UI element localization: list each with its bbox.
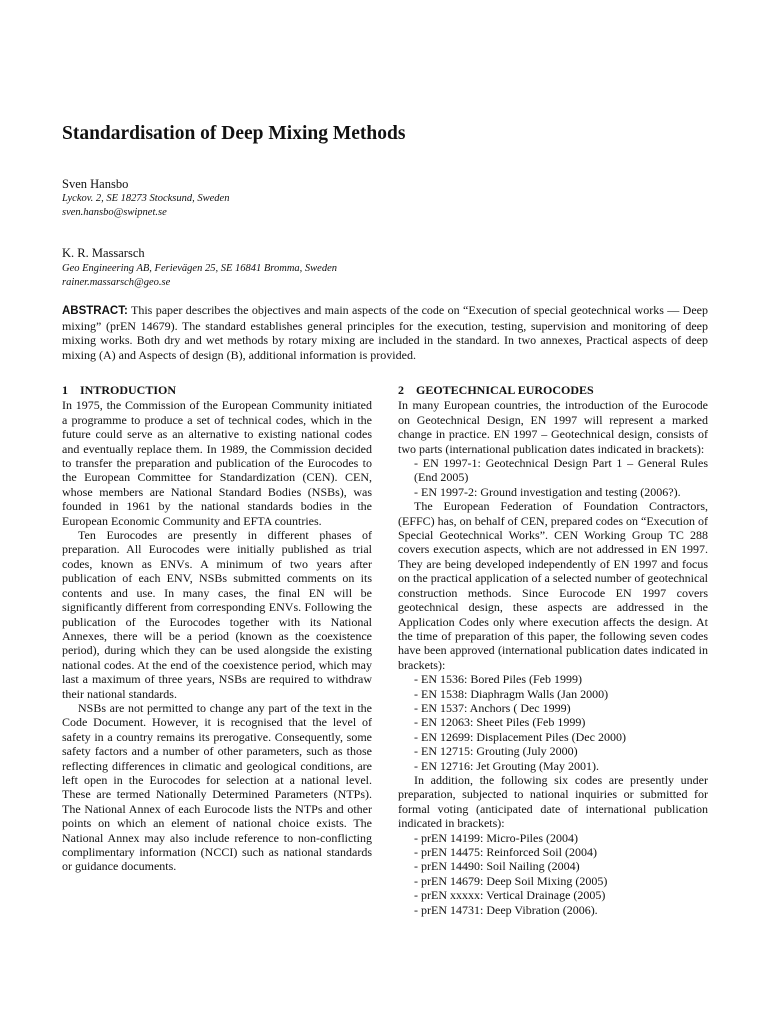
intro-paragraph-2: Ten Eurocodes are presently in different phases of preparation. All Eurocodes were initially published as trial codes, known as ENVs. A minimum of two years after publication of each ENV, NSBs submitted comments on its contents and use. In many cases, the final EN will be significantly different from corresponding ENVs. Following the publication of the Eurocodes together with its National Annexes, there will be a period (known as the coexistence period), during which they can be used alongside the existing national codes. At the end of the coexistence period, which may last a maximum of three years, NSBs are required to withdraw their national standards.: [62, 528, 372, 701]
list-item: - EN 12715: Grouting (July 2000): [414, 744, 578, 759]
list-item: - prEN 14731: Deep Vibration (2006).: [414, 902, 598, 917]
author-address-1: Lyckov. 2, SE 18273 Stocksund, Sweden: [62, 193, 230, 204]
list-item: - EN 1997-1: Geotechnical Design Part 1 – General Rules (End 2005): [414, 456, 708, 485]
intro-paragraph-3: NSBs are not permitted to change any part of the text in the Code Document. However, it is recognised that the level of safety in a country remains its prerogative. Consequently, some safety factors and a number of other parameters, such as those reflecting differences in climatic and geological conditions, are left open in the Eurocodes for selection at a national level. These are termed Nationally Determined Parameters (NTPs). The National Annex of each Eurocode lists the NTPs and other points on which an element of national choice exists. The National Annex may also include reference to non-conflicting complimentary information (NCCI) such as national standards or guidance documents.: [62, 700, 372, 874]
left-column: [62, 383, 372, 874]
list-item: - EN 12699: Displacement Piles (Dec 2000): [414, 729, 626, 744]
intro-paragraph-1: In 1975, the Commission of the European Community initiated a programme to produce a set of technical codes, which in the future could serve as an alternative to existing national codes and eventually replace them. In 1989, the Commission decided to transfer the preparation and publication of the Eurocodes to the European Committee for Standardization (CEN). CEN, whose members are National Standard Bodies (NSBs), was founded in 1961 by the national standards bodies in the European Economic Community and EFTA countries.: [62, 398, 372, 528]
list-item: - prEN 14679: Deep Soil Mixing (2005): [414, 873, 608, 888]
list-item: - EN 1536: Bored Piles (Feb 1999): [414, 672, 582, 687]
list-item: - EN 1537: Anchors ( Dec 1999): [414, 700, 571, 715]
abstract-label: ABSTRACT:: [62, 305, 128, 317]
list-item: - prEN 14490: Soil Nailing (2004): [414, 859, 580, 874]
author-address-2: Geo Engineering AB, Ferievägen 25, SE 16841 Bromma, Sweden: [62, 263, 337, 274]
eurocodes-intro-paragraph: In many European countries, the introduction of the Eurocode on Geotechnical Design, EN 1997 will represent a marked change in practice. EN 1997 – Geotechnical design, consists of two parts (international publication dates indicated in brackets):: [398, 398, 708, 456]
eurocodes-paragraph-3: In addition, the following six codes are presently under preparation, subjected to national inquiries or submitted for formal voting (anticipated date of international publication indicated in brackets):: [398, 772, 708, 831]
section-title: INTRODUCTION: [80, 383, 177, 397]
author-email-1: sven.hansbo@swipnet.se: [62, 207, 167, 218]
author-name-1: Sven Hansbo: [62, 177, 129, 191]
section-heading-introduction: [62, 383, 372, 397]
right-column: [398, 383, 708, 917]
list-item: - prEN xxxxx: Vertical Drainage (2005): [414, 888, 606, 903]
author-email-2: rainer.massarsch@geo.se: [62, 277, 171, 288]
list-item: - prEN 14475: Reinforced Soil (2004): [414, 845, 597, 859]
list-item: - EN 1538: Diaphragm Walls (Jan 2000): [414, 686, 609, 701]
paper-title: Standardisation of Deep Mixing Methods: [62, 123, 406, 144]
list-item: - EN 12063: Sheet Piles (Feb 1999): [414, 715, 586, 730]
eurocodes-paragraph-2: The European Federation of Foundation Contractors, (EFFC) has, on behalf of CEN, prepared codes on “Execution of Special Geotechnical Works”. CEN Working Group TC 288 covers execution aspects, which are not addressed in EN 1997. They are being developed independently of EN 1997 and focus on the practical application of a selected number of geotechnical construction methods. Since Eurocode EN 1997 covers geotechnical design, these aspects are addressed in the Application Codes only where execution affects the design. At the time of preparation of this paper, the following seven codes have been approved (international publication dates indicated in brackets):: [398, 499, 708, 672]
section-title: GEOTECHNICAL EUROCODES: [416, 383, 594, 397]
abstract: [62, 303, 708, 362]
section-number: 2: [398, 383, 404, 397]
section-number: 1: [62, 383, 68, 397]
list-item: - EN 12716: Jet Grouting (May 2001).: [414, 758, 599, 773]
list-item: - prEN 14199: Micro-Piles (2004): [414, 830, 578, 845]
list-item: - EN 1997-2: Ground investigation and testing (2006?).: [414, 484, 681, 499]
abstract-text: This paper describes the objectives and main aspects of the code on “Execution of special geotechnical works — Deep mixing” (prEN 14679). The standard establishes general principles for the execution, testing, supervision and monitoring of deep mixing works. Both dry and wet methods by rotary mixing are included in the standard. In two annexes, Practical aspects of deep mixing (A) and Aspects of design (B), additional information is provided.: [62, 303, 708, 362]
section-heading-geotechnical-eurocodes: [398, 383, 708, 397]
author-name-2: K. R. Massarsch: [62, 246, 145, 260]
